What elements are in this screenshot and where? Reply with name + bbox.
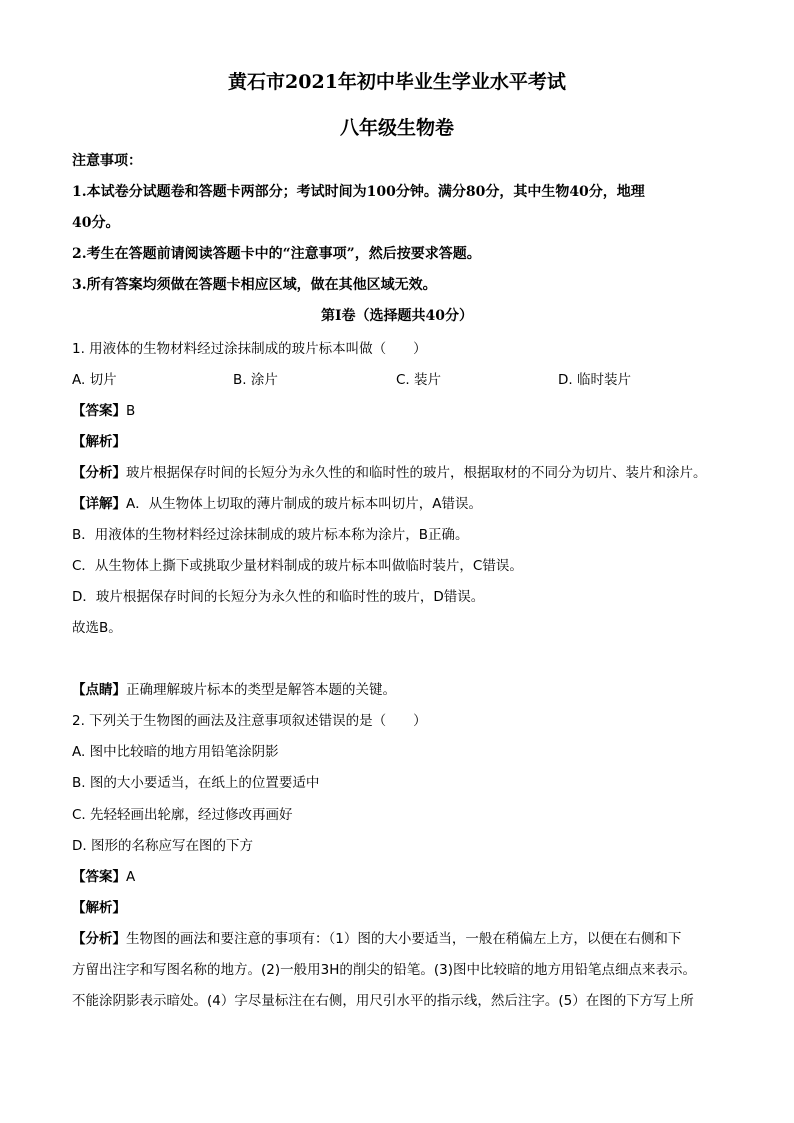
notes-heading: 注意事项： <box>72 153 142 169</box>
q2-answer <box>72 868 135 886</box>
notes-item-1a: 1.本试卷分试题卷和答题卡两部分；考试时间为100分钟。满分80分，其中生物40分，地理 <box>72 184 645 200</box>
notes-item-1b: 40分。 <box>72 215 120 231</box>
q1-line-c: C．从生物体上撕下或挑取少量材料制成的玻片标本叫做临时装片，C错误。 <box>72 558 523 574</box>
notes-item-3: 3.所有答案均须做在答题卡相应区域，做在其他区域无效。 <box>72 277 437 293</box>
q2-stem: 2. 下列关于生物图的画法及注意事项叙述错误的是（ ） <box>72 713 427 729</box>
q1-option-c: C. 装片 <box>396 372 442 388</box>
q1-analysis-label: 【解析】 <box>72 434 126 450</box>
q2-option-c: C. 先轻轻画出轮廓，经过修改再画好 <box>72 807 293 823</box>
q1-fenxi-label: 【分析】 <box>72 465 126 481</box>
notes-item-2: 2.考生在答题前请阅读答题卡中的“注意事项”，然后按要求答题。 <box>72 246 481 262</box>
q1-fenxi <box>72 464 707 482</box>
q1-dianjing <box>72 681 396 699</box>
q2-option-a: A. 图中比较暗的地方用铅笔涂阴影 <box>72 744 279 760</box>
q1-xiangjie-label: 【详解】 <box>72 496 126 512</box>
q2-option-d: D. 图形的名称应写在图的下方 <box>72 838 253 854</box>
q2-fenxi <box>72 930 681 948</box>
q1-conclusion: 故选B。 <box>72 620 122 636</box>
q2-fenxi-line2: 方留出注字和写图名称的地方。(2)一般用3H的削尖的铅笔。(3)图中比较暗的地方用铅笔点细点来表示。 <box>72 962 696 978</box>
q1-option-d: D. 临时装片 <box>558 372 631 388</box>
q2-answer-label: 【答案】 <box>72 869 126 885</box>
exam-title: 黄石市2021年初中毕业生学业水平考试 <box>228 71 566 93</box>
q1-stem: 1. 用液体的生物材料经过涂抹制成的玻片标本叫做（ ） <box>72 341 427 357</box>
q1-option-b: B. 涂片 <box>233 372 278 388</box>
q2-fenxi-label: 【分析】 <box>72 931 126 947</box>
q2-fenxi-line3: 不能涂阴影表示暗处。(4）字尽量标注在右侧，用尺引水平的指示线，然后注字。(5）在图的下方写上所 <box>72 993 694 1009</box>
q1-answer-label: 【答案】 <box>72 403 126 419</box>
q1-fenxi-text: 玻片根据保存时间的长短分为永久性的和临时性的玻片，根据取材的不同分为切片、装片和涂片。 <box>126 465 707 481</box>
q2-answer-value: A <box>126 869 136 885</box>
q2-analysis-label: 【解析】 <box>72 900 126 916</box>
q1-answer <box>72 402 135 420</box>
q1-line-d: D．玻片根据保存时间的长短分为永久性的和临时性的玻片，D错误。 <box>72 589 485 605</box>
q2-option-b: B. 图的大小要适当，在纸上的位置要适中 <box>72 775 320 791</box>
q1-line-b: B．用液体的生物材料经过涂抹制成的玻片标本称为涂片，B正确。 <box>72 527 469 543</box>
q1-xiangjie-text: A．从生物体上切取的薄片制成的玻片标本叫切片，A错误。 <box>126 496 482 512</box>
q1-xiangjie <box>72 495 482 513</box>
q1-answer-value: B <box>126 403 136 419</box>
section-title: 第I卷（选择题共40分） <box>320 308 474 324</box>
q1-option-a: A. 切片 <box>72 372 117 388</box>
q2-fenxi-line1: 生物图的画法和要注意的事项有：（1）图的大小要适当，一般在稍偏左上方，以便在右侧和下 <box>126 931 682 947</box>
q1-dianjing-text: 正确理解玻片标本的类型是解答本题的关键。 <box>126 682 396 698</box>
exam-subtitle: 八年级生物卷 <box>339 117 454 139</box>
q1-dianjing-label: 【点睛】 <box>72 682 126 698</box>
